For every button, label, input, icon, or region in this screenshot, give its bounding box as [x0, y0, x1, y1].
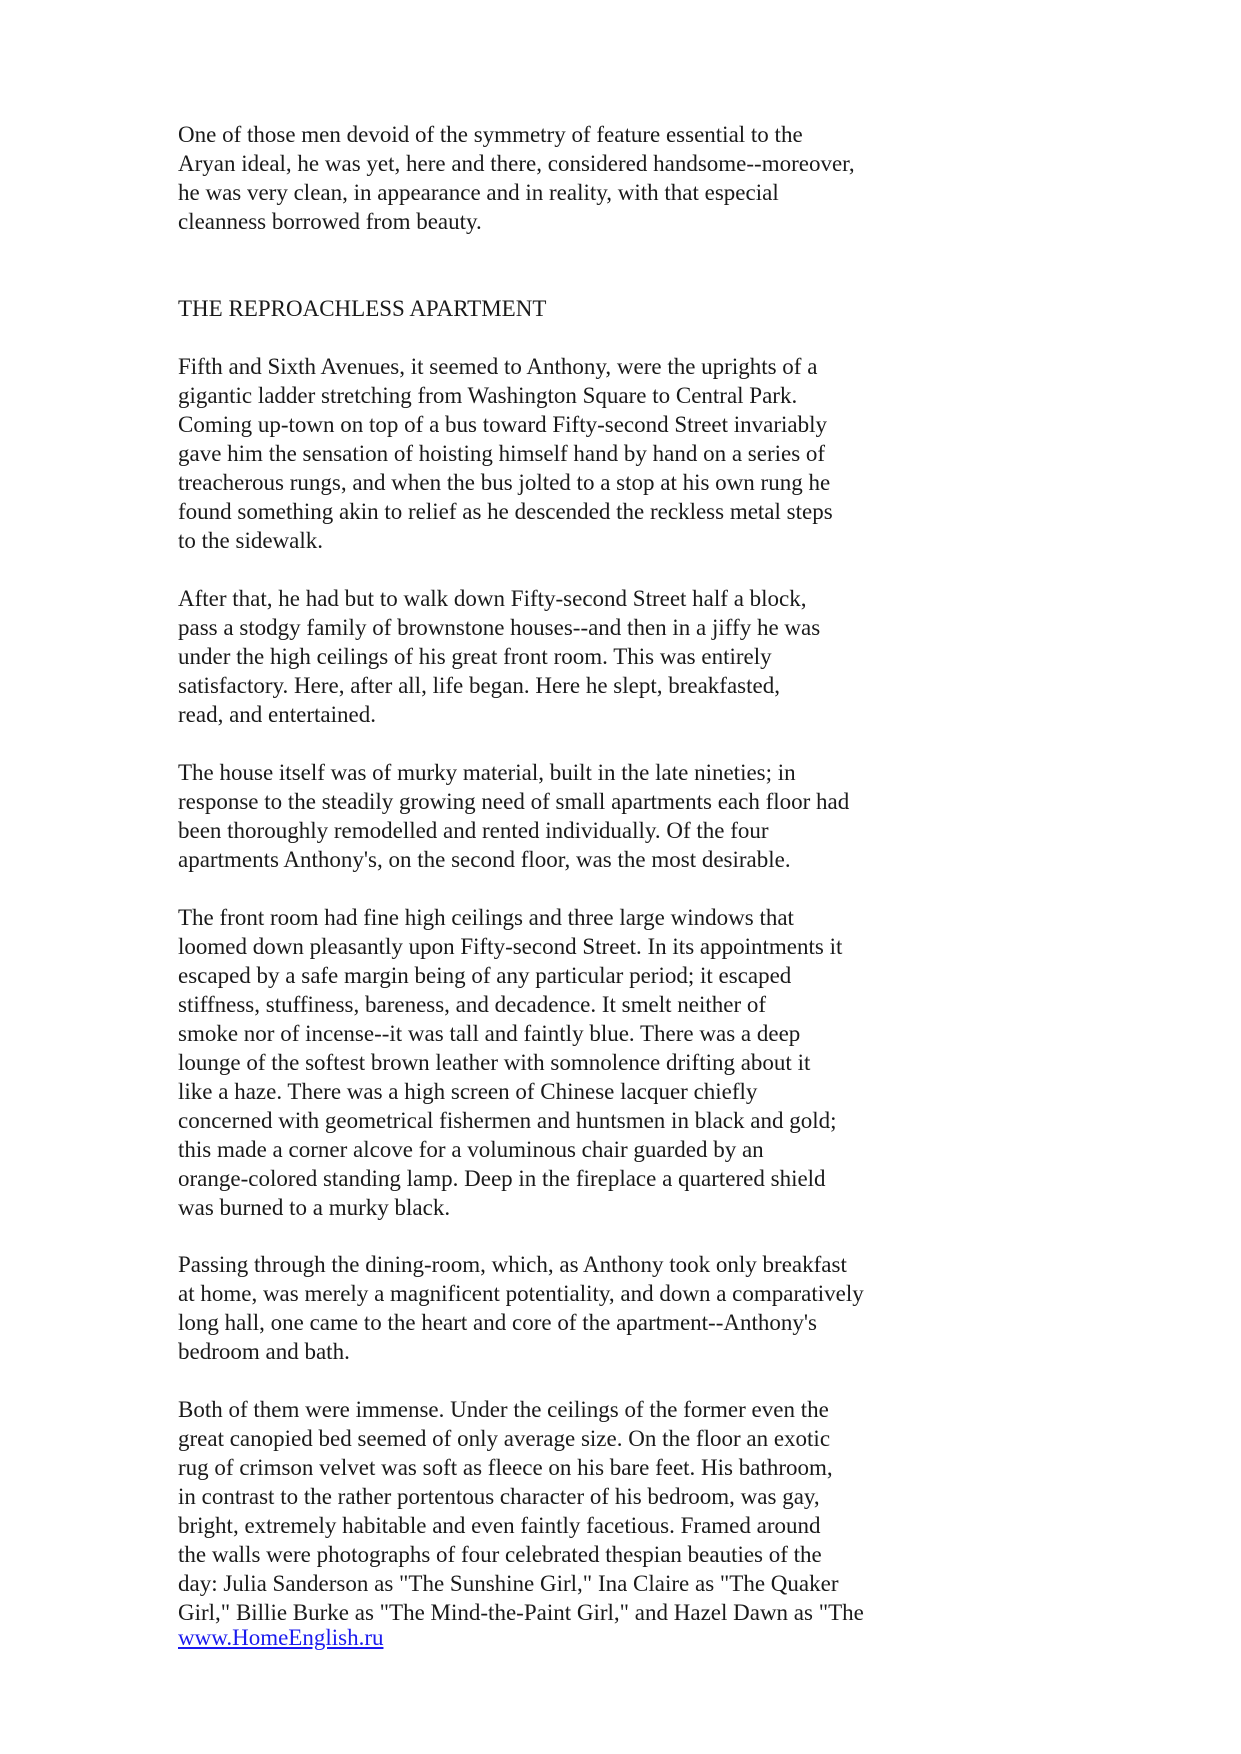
text-line: After that, he had but to walk down Fifty-second Street half a block,: [178, 586, 807, 611]
text-line: Girl," Billie Burke as "The Mind-the-Paint Girl," and Hazel Dawn as "The: [178, 1600, 864, 1625]
text-line: Aryan ideal, he was yet, here and there, considered handsome--moreover,: [178, 151, 855, 176]
text-line: gave him the sensation of hoisting himself hand by hand on a series of: [178, 441, 826, 466]
text-line: stiffness, stuffiness, bareness, and decadence. It smelt neither of: [178, 992, 767, 1017]
text-line: The front room had fine high ceilings and three large windows that: [178, 905, 794, 930]
text-line: One of those men devoid of the symmetry of feature essential to the: [178, 122, 803, 147]
text-line: he was very clean, in appearance and in reality, with that especial: [178, 180, 779, 205]
paragraph-front-room: [178, 903, 958, 1222]
text-line: loomed down pleasantly upon Fifty-second Street. In its appointments it: [178, 934, 843, 959]
text-line: in contrast to the rather portentous character of his bedroom, was gay,: [178, 1484, 820, 1509]
text-line: long hall, one came to the heart and core of the apartment--Anthony's: [178, 1310, 817, 1335]
text-line: the walls were photographs of four celebrated thespian beauties of the: [178, 1542, 822, 1567]
text-line: gigantic ladder stretching from Washington Square to Central Park.: [178, 383, 798, 408]
text-line: satisfactory. Here, after all, life began. Here he slept, breakfasted,: [178, 673, 780, 698]
section-heading: [178, 294, 958, 323]
text-line: apartments Anthony's, on the second floor, was the most desirable.: [178, 847, 791, 872]
section-heading-text: THE REPROACHLESS APARTMENT: [178, 296, 547, 321]
text-line: under the high ceilings of his great front room. This was entirely: [178, 644, 772, 669]
text-line: great canopied bed seemed of only average size. On the floor an exotic: [178, 1426, 831, 1451]
text-line: escaped by a safe margin being of any particular period; it escaped: [178, 963, 792, 988]
text-line: concerned with geometrical fishermen and huntsmen in black and gold;: [178, 1108, 837, 1133]
text-line: response to the steadily growing need of small apartments each floor had: [178, 789, 850, 814]
text-line: to the sidewalk.: [178, 528, 323, 553]
text-line: like a haze. There was a high screen of Chinese lacquer chiefly: [178, 1079, 758, 1104]
text-line: lounge of the softest brown leather with somnolence drifting about it: [178, 1050, 811, 1075]
text-line: smoke nor of incense--it was tall and faintly blue. There was a deep: [178, 1021, 801, 1046]
text-line: pass a stodgy family of brownstone houses--and then in a jiffy he was: [178, 615, 821, 640]
text-line: at home, was merely a magnificent potentiality, and down a comparatively: [178, 1281, 864, 1306]
text-line: The house itself was of murky material, built in the late nineties; in: [178, 760, 796, 785]
text-line: Passing through the dining-room, which, as Anthony took only breakfast: [178, 1252, 847, 1277]
text-line: cleanness borrowed from beauty.: [178, 209, 482, 234]
text-line: bedroom and bath.: [178, 1339, 350, 1364]
text-line: day: Julia Sanderson as "The Sunshine Girl," Ina Claire as "The Quaker: [178, 1571, 839, 1596]
text-line: rug of crimson velvet was soft as fleece on his bare feet. His bathroom,: [178, 1455, 833, 1480]
paragraph-bedroom: [178, 1395, 958, 1627]
paragraph-house: [178, 758, 958, 874]
text-line: treacherous rungs, and when the bus jolted to a stop at his own rung he: [178, 470, 831, 495]
paragraph-dining-room: [178, 1250, 958, 1366]
paragraph-after-that: [178, 584, 958, 729]
text-line: this made a corner alcove for a voluminous chair guarded by an: [178, 1137, 764, 1162]
text-line: Both of them were immense. Under the ceilings of the former even the: [178, 1397, 829, 1422]
text-line: found something akin to relief as he descended the reckless metal steps: [178, 499, 833, 524]
paragraph-avenues: [178, 352, 958, 555]
text-line: was burned to a murky black.: [178, 1195, 451, 1220]
text-line: Coming up-town on top of a bus toward Fifty-second Street invariably: [178, 412, 828, 437]
text-line: orange-colored standing lamp. Deep in the fireplace a quartered shield: [178, 1166, 826, 1191]
text-line: read, and entertained.: [178, 702, 376, 727]
text-line: been thoroughly remodelled and rented individually. Of the four: [178, 818, 769, 843]
paragraph-handsome: [178, 120, 958, 236]
text-line: bright, extremely habitable and even faintly facetious. Framed around: [178, 1513, 821, 1538]
text-line: Fifth and Sixth Avenues, it seemed to Anthony, were the uprights of a: [178, 354, 818, 379]
footer-website-link[interactable]: www.HomeEnglish.ru: [178, 1625, 384, 1650]
